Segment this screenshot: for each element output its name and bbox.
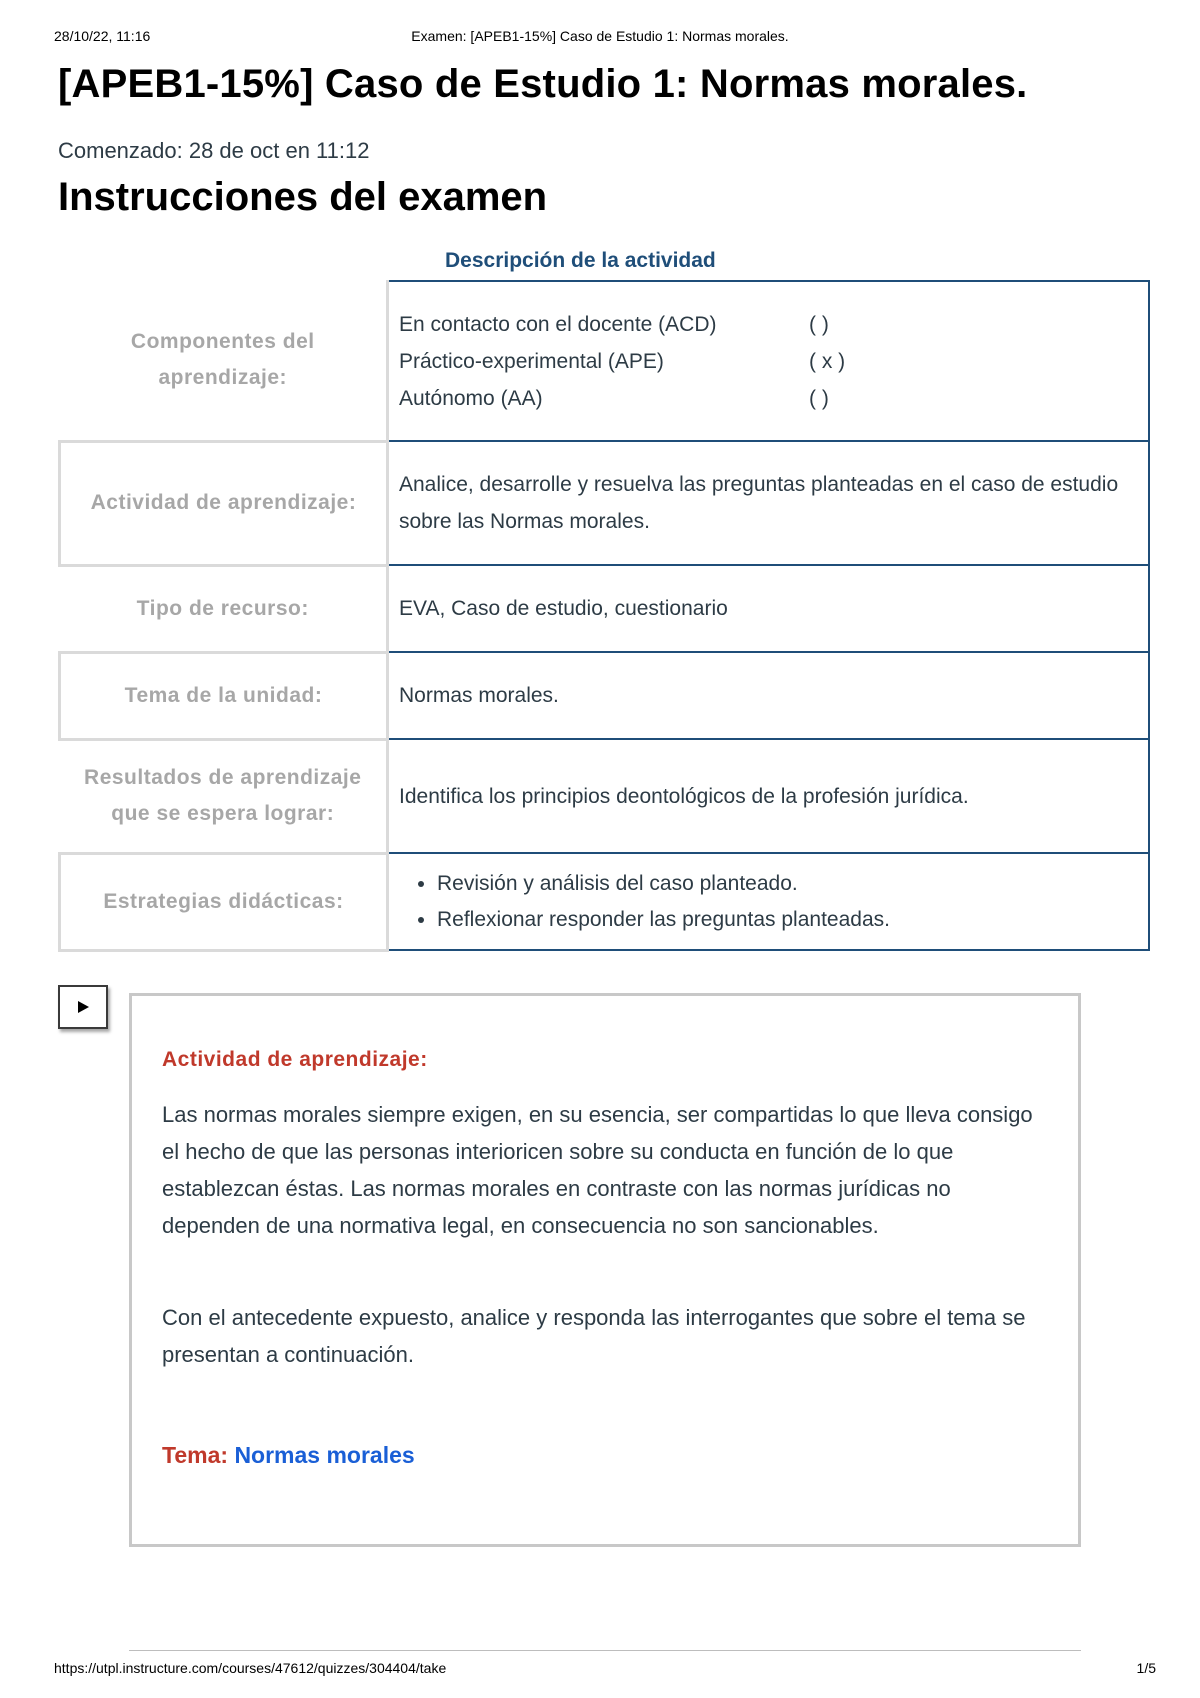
- row-value: Normas morales.: [388, 652, 1150, 739]
- activity-description-heading: Descripción de la actividad: [445, 249, 716, 272]
- list-item: • Reflexionar responder las preguntas planteadas.: [437, 902, 1138, 938]
- table-row: [60, 565, 1150, 652]
- case-paragraph: Las normas morales siempre exigen, en su esencia, ser compartidas lo que lleva consigo el hecho de que las personas interioricen sobre su conducta en función de lo que establezcan éstas. Las normas morales en contraste con las normas jurídicas no dependen de una normativa legal, en consecuencia no son sancionables.: [162, 1102, 1033, 1238]
- component-line: [399, 380, 1138, 417]
- quiz-title: [APEB1-15%] Caso de Estudio 1: Normas morales.: [58, 62, 1028, 106]
- component-line: [399, 343, 1138, 380]
- tema-line: [162, 1442, 415, 1469]
- case-heading: Actividad de aprendizaje:: [162, 1048, 428, 1071]
- tema-value: Normas morales: [234, 1442, 415, 1468]
- expand-toggle-button[interactable]: [58, 985, 108, 1029]
- page-url: https://utpl.instructure.com/courses/47612/quizzes/304404/take: [54, 1660, 447, 1676]
- quiz-started-time: Comenzado: 28 de oct en 11:12: [58, 138, 370, 163]
- row-label: Componentes del aprendizaje:: [60, 281, 388, 441]
- strategies-list: [399, 866, 1138, 938]
- row-label: Estrategias didácticas:: [60, 853, 388, 950]
- strategies-cell: [388, 853, 1150, 950]
- table-row: [60, 652, 1150, 739]
- tema-label: Tema:: [162, 1442, 229, 1468]
- page-number: 1/5: [1136, 1660, 1156, 1676]
- table-row: [60, 853, 1150, 950]
- row-value: Analice, desarrolle y resuelva las preguntas planteadas en el caso de estudio sobre las Normas morales.: [388, 441, 1150, 565]
- components-cell: [388, 281, 1150, 441]
- component-mark: ( ): [809, 386, 829, 410]
- table-row: [60, 281, 1150, 441]
- table-row: [60, 739, 1150, 853]
- instructions-heading: Instrucciones del examen: [58, 175, 548, 219]
- table-row: [60, 441, 1150, 565]
- footer-divider: [129, 1650, 1081, 1651]
- print-datetime: 28/10/22, 11:16: [54, 28, 151, 44]
- row-value: EVA, Caso de estudio, cuestionario: [388, 565, 1150, 652]
- row-label: Resultados de aprendizaje que se espera lograr:: [60, 739, 388, 853]
- case-paragraph: Con el antecedente expuesto, analice y responda las interrogantes que sobre el tema se presentan a continuación.: [162, 1305, 1026, 1367]
- row-label: Tema de la unidad:: [60, 652, 388, 739]
- row-label: Actividad de aprendizaje:: [60, 441, 388, 565]
- row-value: Identifica los principios deontológicos de la profesión jurídica.: [388, 739, 1150, 853]
- component-line: [399, 306, 1138, 343]
- component-mark: ( x ): [809, 349, 846, 373]
- component-mark: ( ): [809, 312, 829, 336]
- row-label: Tipo de recurso:: [60, 565, 388, 652]
- list-item: • Revisión y análisis del caso planteado.: [437, 866, 1138, 902]
- print-doc-title: Examen: [APEB1-15%] Caso de Estudio 1: Normas morales.: [411, 28, 789, 44]
- case-study-box: [129, 993, 1081, 1547]
- component-name: Práctico-experimental (APE): [399, 349, 664, 373]
- component-name: En contacto con el docente (ACD): [399, 312, 717, 336]
- activity-table: [58, 280, 1150, 952]
- component-name: Autónomo (AA): [399, 386, 543, 410]
- print-header: [0, 28, 1200, 48]
- play-triangle-icon: [76, 1000, 90, 1014]
